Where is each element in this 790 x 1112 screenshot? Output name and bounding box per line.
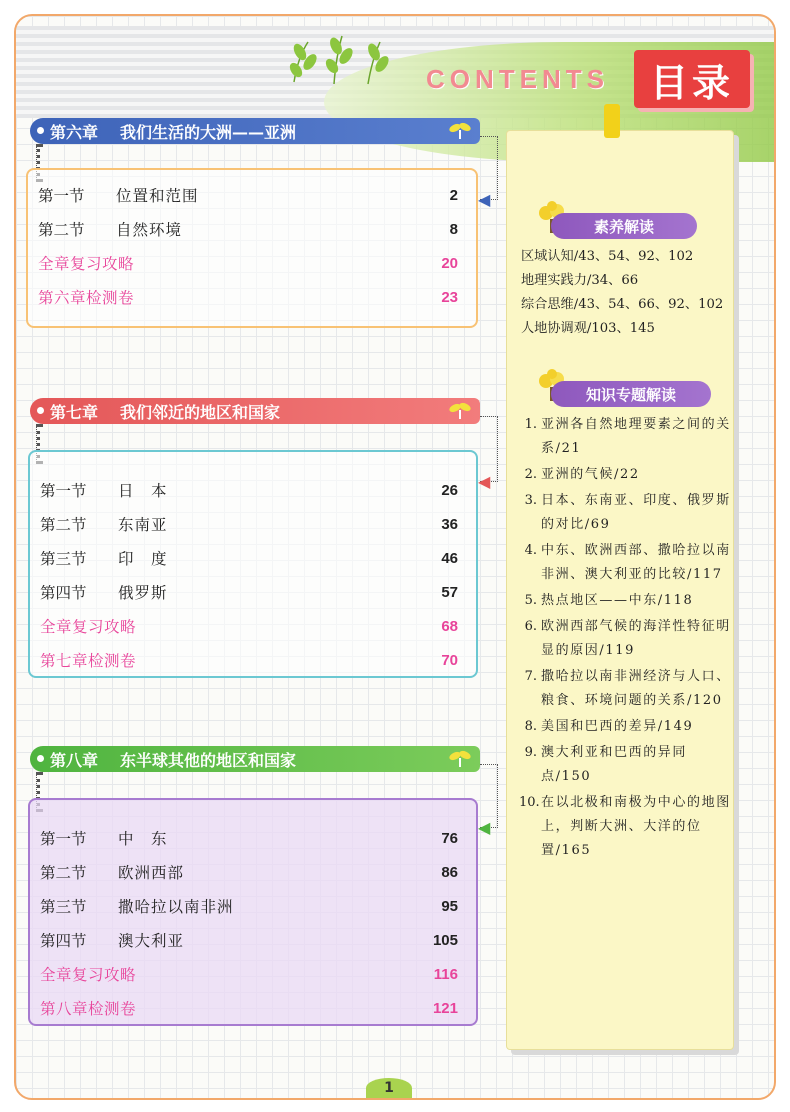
literacy-item[interactable]: 地理实践力/34、66 — [521, 273, 639, 288]
mulu-title: 目录 — [634, 50, 750, 108]
test-title: 第八章检测卷 — [40, 1000, 137, 1018]
toc-row-review[interactable] — [40, 609, 458, 643]
topic-text: 热点地区——中东/118 — [541, 593, 694, 608]
topic-number: 5. — [524, 593, 537, 608]
test-title: 第六章检测卷 — [38, 289, 135, 307]
chapter-title: 我们邻近的地区和国家 — [120, 402, 281, 422]
page-number: 23 — [441, 288, 458, 306]
chapter-label: 第八章 — [50, 750, 99, 770]
section-label: 第二节 — [38, 221, 85, 239]
chapter-title: 东半球其他的地区和国家 — [120, 750, 297, 770]
section-title: 东南亚 — [118, 516, 168, 534]
chapter-6-list — [26, 168, 478, 328]
page-number: 2 — [449, 186, 458, 204]
topic-text: 亚洲的气候/22 — [541, 467, 640, 482]
page-number: 36 — [441, 515, 458, 533]
toc-row-test[interactable] — [40, 643, 458, 677]
topic-number: 9. — [524, 745, 537, 760]
chapter-8-list — [28, 798, 478, 1026]
review-title: 全章复习攻略 — [40, 618, 137, 636]
section-label: 第三节 — [40, 898, 87, 916]
topic-number: 6. — [524, 619, 537, 634]
chapter-title: 我们生活的大洲——亚洲 — [120, 122, 297, 142]
toc-row-review[interactable] — [38, 246, 458, 280]
topic-item[interactable] — [519, 665, 731, 713]
page-number: 68 — [441, 617, 458, 635]
bullet-icon — [37, 127, 44, 134]
section-label: 第三节 — [40, 550, 87, 568]
page-number: 20 — [441, 254, 458, 272]
topics-badge: 知识专题解读 — [551, 381, 711, 407]
toc-row[interactable] — [40, 855, 458, 889]
topic-item[interactable] — [519, 615, 731, 663]
section-label: 第一节 — [38, 187, 85, 205]
arrow-left-icon: ◀ — [478, 818, 491, 837]
contents-heading: CONTENTS — [426, 64, 609, 94]
review-title: 全章复习攻略 — [40, 966, 137, 984]
topic-text: 欧洲西部气候的海洋性特征明显的原因/119 — [541, 619, 731, 658]
topic-text: 中东、欧洲西部、撒哈拉以南非洲、澳大利亚的比较/117 — [541, 543, 731, 582]
bullet-icon — [37, 407, 44, 414]
paper-clip-icon — [604, 104, 620, 138]
toc-row-review[interactable] — [40, 957, 458, 991]
topic-number: 10. — [519, 795, 540, 810]
topic-number: 4. — [524, 543, 537, 558]
literacy-item[interactable]: 人地协调观/103、145 — [521, 321, 655, 336]
literacy-item[interactable]: 区域认知/43、54、92、102 — [521, 249, 694, 264]
topic-text: 日本、东南亚、印度、俄罗斯的对比/69 — [541, 493, 731, 532]
leaf-decoration-icon — [284, 22, 394, 92]
section-label: 第二节 — [40, 864, 87, 882]
toc-row[interactable] — [38, 212, 458, 246]
topic-item[interactable] — [519, 589, 731, 613]
section-title: 自然环境 — [116, 221, 183, 239]
topic-item[interactable] — [519, 463, 731, 487]
bullet-icon — [37, 755, 44, 762]
page-number: 26 — [441, 481, 458, 499]
arrow-left-icon: ◀ — [478, 190, 491, 209]
page-number: 121 — [432, 999, 458, 1017]
topic-item[interactable] — [519, 413, 731, 461]
toc-row[interactable] — [40, 473, 458, 507]
section-title: 位置和范围 — [116, 187, 199, 205]
topic-number: 1. — [524, 417, 537, 432]
toc-row[interactable] — [40, 575, 458, 609]
chapter-6-header[interactable] — [30, 118, 480, 144]
toc-row[interactable] — [40, 923, 458, 957]
page-number: 57 — [441, 583, 458, 601]
topic-text: 澳大利亚和巴西的异同点/150 — [541, 745, 688, 784]
literacy-item[interactable]: 综合思维/43、54、66、92、102 — [521, 297, 724, 312]
page-number: 105 — [432, 931, 458, 949]
chapter-label: 第七章 — [50, 402, 99, 422]
page-number: 76 — [441, 829, 458, 847]
section-title: 撒哈拉以南非洲 — [118, 898, 234, 916]
sprout-icon — [448, 400, 472, 420]
section-label: 第四节 — [40, 932, 87, 950]
section-title: 印 度 — [118, 550, 168, 568]
topic-item[interactable] — [519, 489, 731, 537]
section-title: 澳大利亚 — [118, 932, 185, 950]
topic-text: 亚洲各自然地理要素之间的关系/21 — [541, 417, 731, 456]
section-title: 欧洲西部 — [118, 864, 185, 882]
topic-item[interactable] — [519, 791, 731, 863]
section-title: 俄罗斯 — [118, 584, 168, 602]
topic-number: 8. — [524, 719, 537, 734]
topic-text: 在以北极和南极为中心的地图上，判断大洲、大洋的位置/165 — [541, 795, 731, 858]
section-title: 日 本 — [118, 482, 168, 500]
toc-row-test[interactable] — [38, 280, 458, 314]
section-label: 第一节 — [40, 830, 87, 848]
toc-row-test[interactable] — [40, 991, 458, 1025]
topic-item[interactable] — [519, 539, 731, 587]
arrow-left-icon: ◀ — [478, 472, 491, 491]
sidebar-card — [506, 130, 734, 1050]
toc-row[interactable] — [40, 821, 458, 855]
toc-row[interactable] — [40, 541, 458, 575]
page-number: 95 — [441, 897, 458, 915]
chapter-7-header[interactable] — [30, 398, 480, 424]
topics-list — [519, 413, 731, 865]
topic-number: 7. — [524, 669, 537, 684]
literacy-list — [521, 245, 723, 341]
chapter-7-list — [28, 450, 478, 678]
section-title: 中 东 — [118, 830, 168, 848]
topic-text: 美国和巴西的差异/149 — [541, 719, 694, 734]
page-number: 116 — [433, 965, 458, 983]
sprout-icon — [448, 120, 472, 140]
toc-row[interactable] — [40, 889, 458, 923]
chapter-8-header[interactable] — [30, 746, 480, 772]
topic-item[interactable] — [519, 715, 731, 739]
page-number: 46 — [441, 549, 458, 567]
section-label: 第一节 — [40, 482, 87, 500]
review-title: 全章复习攻略 — [38, 255, 135, 273]
topic-number: 2. — [524, 467, 537, 482]
sprout-icon — [448, 748, 472, 768]
test-title: 第七章检测卷 — [40, 652, 137, 670]
topic-text: 撒哈拉以南非洲经济与人口、粮食、环境问题的关系/120 — [541, 669, 731, 708]
footer-page-number: 1 — [366, 1078, 412, 1098]
toc-row[interactable] — [40, 507, 458, 541]
section-label: 第四节 — [40, 584, 87, 602]
page-number: 8 — [449, 220, 458, 238]
page-number: 86 — [441, 863, 458, 881]
page-number: 70 — [441, 651, 458, 669]
literacy-badge: 素养解读 — [551, 213, 697, 239]
chapter-label: 第六章 — [50, 122, 99, 142]
toc-row[interactable] — [38, 178, 458, 212]
topic-number: 3. — [524, 493, 537, 508]
section-label: 第二节 — [40, 516, 87, 534]
topic-item[interactable] — [519, 741, 731, 789]
